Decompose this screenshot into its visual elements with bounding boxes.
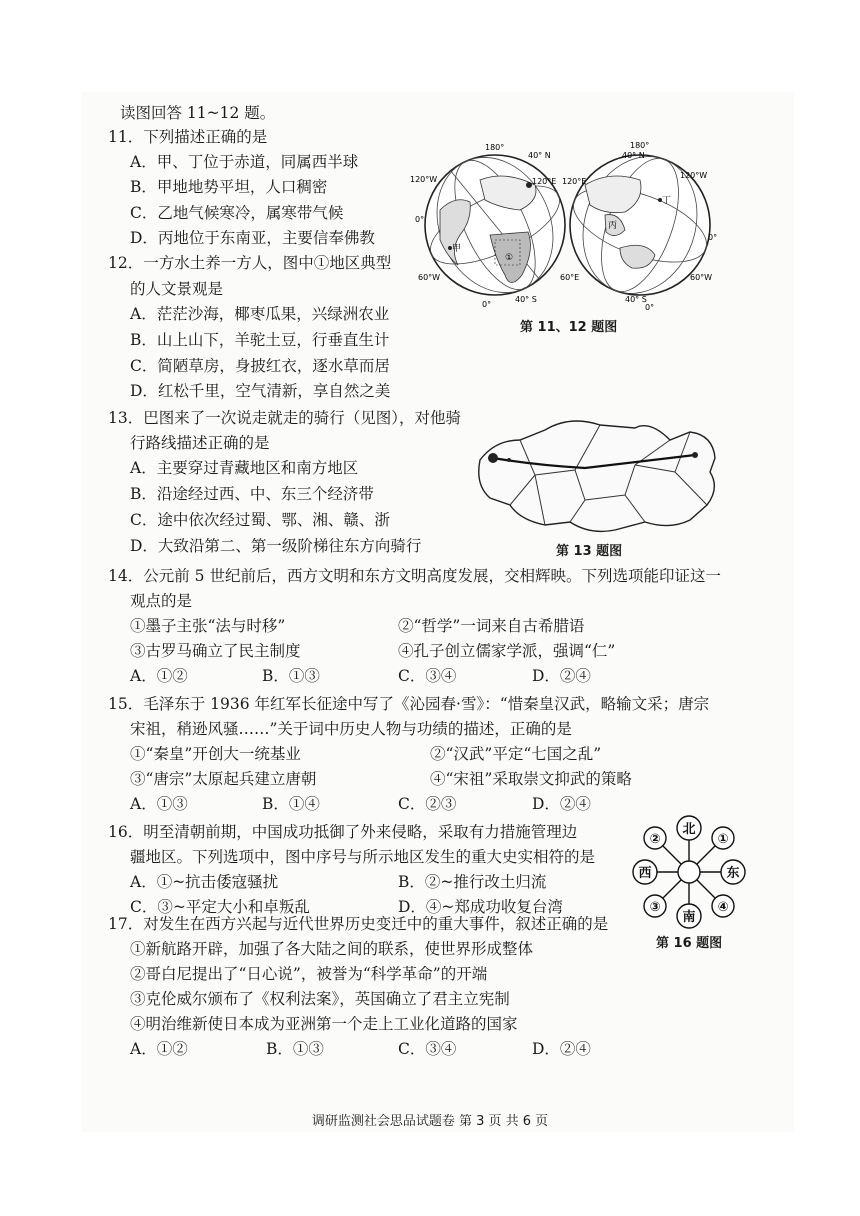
q14-option-b: B．①③: [262, 667, 320, 685]
q16-caption: 第 16 题图: [656, 936, 723, 951]
compass-west: 西: [638, 866, 652, 881]
left-label-40s: 40° S: [515, 295, 537, 304]
right-label-60e: 60°E: [560, 273, 580, 282]
q12-option-b: B．山上山下，羊驼土豆，行垂直生计: [130, 331, 390, 349]
q17-option-a: A．①②: [130, 1040, 188, 1058]
q13-option-b: B．沿途经过西、中、东三个经济带: [130, 485, 374, 503]
q17-stem: 17．对发生在西方兴起与近代世界历史变迁中的重大事件，叙述正确的是: [108, 915, 609, 933]
left-globe: [410, 140, 574, 312]
globe-figure: [410, 140, 720, 325]
q13-stem-line1: 13．巴图来了一次说走就走的骑行（见图），对他骑: [108, 409, 461, 427]
q15-statement-1: ①“秦皇”开创大一统基业: [130, 745, 301, 763]
q16-option-c: C．③~平定大小和卓叛乱: [130, 898, 310, 916]
q12-stem-line2: 的人文景观是: [130, 280, 224, 298]
left-label-60w: 60°W: [418, 273, 441, 282]
right-label-40n: 40° N: [622, 151, 645, 160]
q16-stem-line1: 16．明至清朝前期，中国成功抵御了外来侵略，采取有力措施管理边: [108, 823, 578, 841]
q15-statement-2: ②“汉武”平定“七国之乱”: [430, 745, 602, 763]
q13-option-c: C．途中依次经过蜀、鄂、湘、赣、浙: [130, 511, 390, 529]
route-map: [475, 410, 730, 540]
q17-statement-3: ③克伦威尔颁布了《权利法案》，英国确立了君主立宪制: [130, 990, 510, 1008]
left-label-0b: 0°: [482, 300, 492, 309]
right-label-120w: 120°W: [680, 171, 708, 180]
right-label-120e: 120°E: [562, 177, 587, 186]
compass-north: 北: [682, 822, 696, 837]
q11-option-d: D．丙地位于东南亚，主要信奉佛教: [130, 229, 375, 247]
compass-circle-2: ②: [649, 832, 661, 847]
q14-statement-3: ③古罗马确立了民主制度: [130, 642, 301, 660]
q14-option-a: A．①②: [130, 667, 188, 685]
q12-option-d: D．红松千里，空气清新，享自然之美: [130, 382, 391, 400]
left-label-0: 0°: [415, 215, 425, 224]
left-label-circle1: ①: [505, 253, 514, 263]
q15-statement-3: ③“唐宗”太原起兵建立唐朝: [130, 770, 317, 788]
q14-option-d: D．②④: [532, 667, 591, 685]
q14-statement-1: ①墨子主张“法与时移”: [130, 617, 286, 635]
intro-text: 读图回答 11~12 题。: [120, 104, 276, 122]
q12-option-a: A．茫茫沙海，椰枣瓜果，兴绿洲农业: [130, 305, 390, 323]
right-globe: [560, 140, 717, 312]
right-label-bing: 丙: [608, 221, 618, 231]
compass-south: 南: [682, 910, 696, 925]
q11-stem: 11．下列描述正确的是: [108, 128, 268, 146]
q17-option-d: D．②④: [532, 1040, 591, 1058]
q11-option-a: A．甲、丁位于赤道，同属西半球: [130, 153, 359, 171]
left-label-120e: 120°E: [532, 177, 557, 186]
left-label-40n: 40° N: [528, 151, 551, 160]
compass-east: 东: [726, 866, 740, 881]
q13-stem-line2: 行路线描述正确的是: [130, 434, 270, 452]
q13-option-d: D．大致沿第二、第一级阶梯往东方向骑行: [130, 537, 422, 555]
q15-stem-line2: 宋祖，稍逊风骚……”关于词中历史人物与功绩的描述，正确的是: [130, 720, 572, 738]
q16-stem-line2: 疆地区。下列选项中，图中序号与所示地区发生的重大史实相符的是: [130, 848, 596, 866]
q15-option-b: B．①④: [262, 795, 320, 813]
q15-stem-line1: 15．毛泽东于 1936 年红军长征途中写了《沁园春·雪》：“惜秦皇汉武，略输文采；唐宗: [108, 695, 710, 713]
q16-option-d: D．④~郑成功收复台湾: [398, 898, 563, 916]
q14-stem-line1: 14．公元前 5 世纪前后，西方文明和东方文明高度发展，交相辉映。下列选项能印证这一: [108, 567, 721, 585]
q15-option-a: A．①③: [130, 795, 188, 813]
fig1112-caption: 第 11、12 题图: [520, 320, 618, 335]
q17-option-c: C．③④: [398, 1040, 457, 1058]
q17-statement-4: ④明治维新使日本成为亚洲第一个走上工业化道路的国家: [130, 1015, 518, 1033]
page-footer: 调研监测社会思品试题卷 第 3 页 共 6 页: [311, 1114, 549, 1129]
q14-option-c: C．③④: [398, 667, 457, 685]
right-label-180: 180°: [630, 141, 650, 150]
compass-circle-1: ①: [717, 832, 729, 847]
compass-circle-4: ④: [717, 900, 729, 915]
q15-statement-4: ④“宋祖”采取崇文抑武的策略: [430, 770, 632, 788]
right-label-ding: 丁: [662, 196, 672, 206]
q11-option-c: C．乙地气候寒冷，属寒带气候: [130, 204, 344, 222]
q12-option-c: C．简陋草房，身披红衣，逐水草而居: [130, 357, 390, 375]
right-label-0b: 0°: [645, 303, 655, 312]
q13-option-a: A．主要穿过青藏地区和南方地区: [130, 459, 359, 477]
q16-compass-figure: [632, 815, 747, 930]
left-label-180: 180°: [485, 143, 505, 152]
left-label-120w: 120°W: [410, 175, 438, 184]
compass-circle-3: ③: [649, 900, 661, 915]
q15-option-c: C．②③: [398, 795, 457, 813]
right-label-40s: 40° S: [625, 295, 647, 304]
left-label-jia: 甲: [452, 244, 462, 254]
q14-stem-line2: 观点的是: [130, 592, 193, 610]
q12-stem-line1: 12．一方水土养一方人，图中①地区典型: [108, 254, 392, 272]
q15-option-d: D．②④: [532, 795, 591, 813]
right-label-0: 0°: [708, 233, 718, 242]
q16-option-a: A．①~抗击倭寇骚扰: [130, 873, 279, 891]
q17-statement-1: ①新航路开辟，加强了各大陆之间的联系，使世界形成整体: [130, 940, 534, 958]
q11-option-b: B．甲地地势平坦，人口稠密: [130, 178, 328, 196]
q17-option-b: B．①③: [266, 1040, 324, 1058]
q17-statement-2: ②哥白尼提出了“日心说”，被誉为“科学革命”的开端: [130, 965, 488, 983]
q14-statement-4: ④孔子创立儒家学派，强调“仁”: [398, 642, 616, 660]
q14-statement-2: ②“哲学”一词来自古希腊语: [398, 617, 585, 635]
right-label-60w: 60°W: [690, 273, 713, 282]
q16-option-b: B．②~推行改土归流: [398, 873, 547, 891]
q13-caption: 第 13 题图: [556, 544, 623, 559]
